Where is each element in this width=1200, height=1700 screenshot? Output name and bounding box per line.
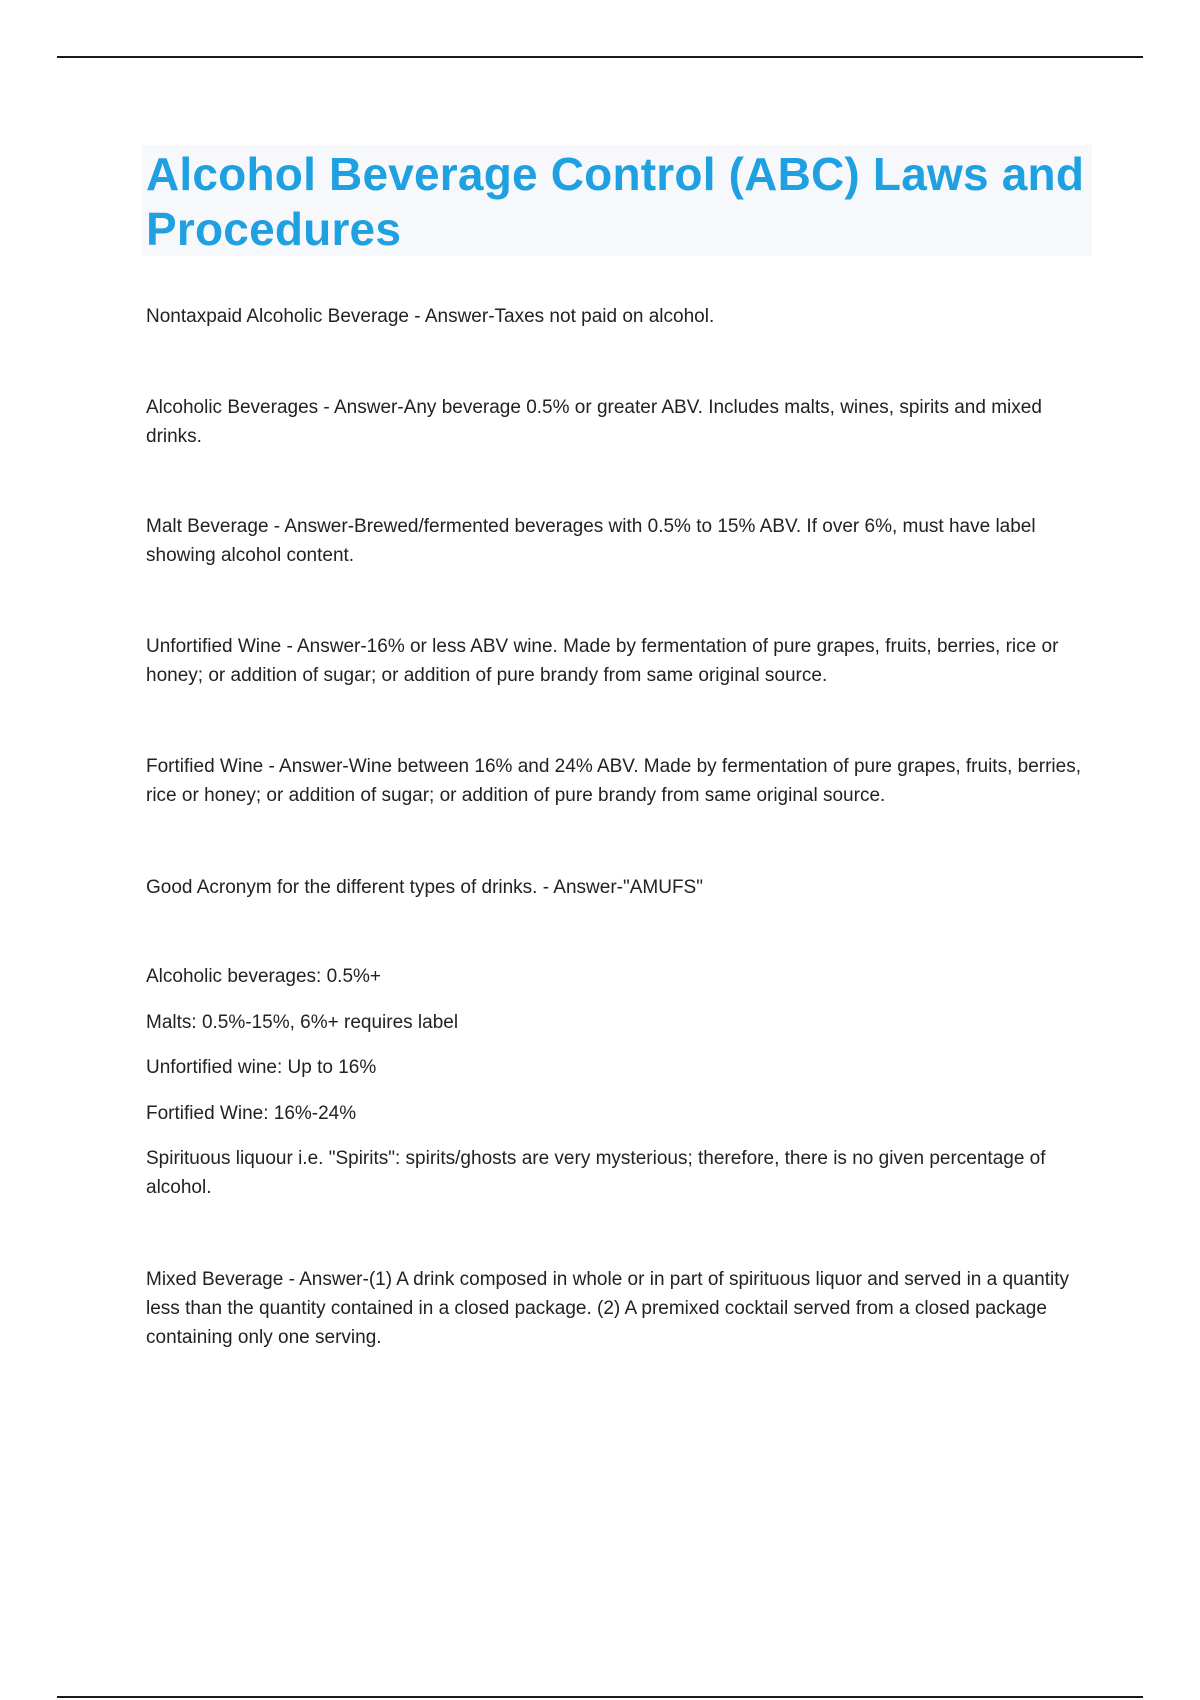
document-title: Alcohol Beverage Control (ABC) Laws and Procedures — [146, 148, 1085, 255]
paragraph-acronym: Good Acronym for the different types of drinks. - Answer-"AMUFS" — [146, 877, 703, 898]
list-line-alcoholic: Alcoholic beverages: 0.5%+ — [146, 966, 382, 987]
top-rule — [57, 56, 1143, 58]
paragraph-alcoholic-beverages: Alcoholic Beverages - Answer-Any beverage 0.5% or greater ABV. Includes malts, wines, spirits and mixed drinks. — [146, 397, 1042, 447]
list-line-malts: Malts: 0.5%-15%, 6%+ requires label — [146, 1012, 459, 1033]
paragraph-malt-beverage: Malt Beverage - Answer-Brewed/fermented beverages with 0.5% to 15% ABV. If over 6%, must have label showing alcohol content. — [146, 516, 1036, 566]
paragraph-unfortified-wine: Unfortified Wine - Answer-16% or less ABV wine. Made by fermentation of pure grapes, fruits, berries, rice or honey; or addition of sugar; or addition of pure brandy from same original source. — [146, 636, 1059, 686]
paragraph-fortified-wine: Fortified Wine - Answer-Wine between 16% and 24% ABV. Made by fermentation of pure grapes, fruits, berries, rice or honey; or addition of sugar; or addition of pure brandy from same original source. — [146, 756, 1081, 806]
title-banner — [142, 145, 1092, 256]
bottom-rule — [57, 1696, 1143, 1698]
list-line-spirits: Spirituous liquour i.e. "Spirits": spirits/ghosts are very mysterious; therefore, there is no given percentage of alcohol. — [146, 1148, 1046, 1198]
paragraph-mixed-beverage: Mixed Beverage - Answer-(1) A drink composed in whole or in part of spirituous liquor and served in a quantity less than the quantity contained in a closed package. (2) A premixed cocktail served from a closed package containing only one serving. — [146, 1269, 1070, 1348]
list-line-unfortified: Unfortified wine: Up to 16% — [146, 1057, 377, 1078]
list-line-fortified: Fortified Wine: 16%-24% — [146, 1103, 357, 1124]
paragraph-nontaxpaid: Nontaxpaid Alcoholic Beverage - Answer-Taxes not paid on alcohol. — [146, 306, 715, 327]
